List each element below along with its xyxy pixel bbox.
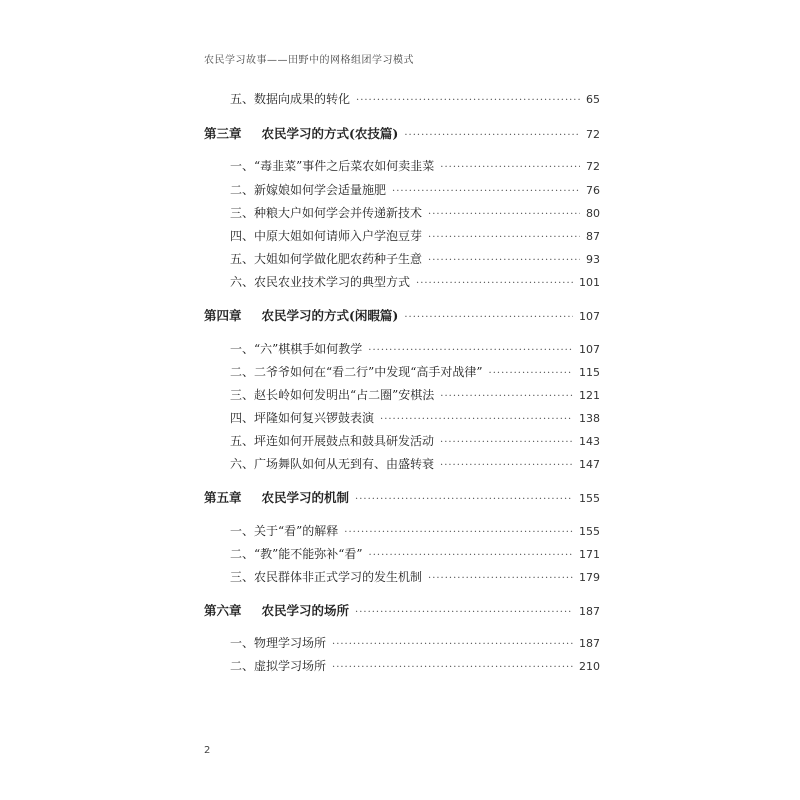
dot-leader (332, 662, 573, 673)
toc-entry-title: 农民学习的方式(农技篇) (261, 126, 399, 141)
toc-entry-title: 二、虚拟学习场所 (230, 659, 327, 673)
toc-page-number: 138 (579, 412, 600, 425)
dot-leader (332, 639, 573, 650)
toc-entry-chapter (204, 306, 600, 324)
toc-entry-chapter (204, 124, 600, 142)
toc-page-number: 171 (579, 548, 600, 561)
toc-entry-title: 二、二爷爷如何在“看二行”中发现“高手对战律” (230, 365, 483, 379)
toc-entry-section (230, 634, 600, 652)
toc-page-number: 87 (586, 230, 600, 243)
dot-leader (428, 232, 580, 243)
dot-leader (368, 345, 573, 356)
dot-leader (428, 209, 580, 220)
dot-leader (404, 130, 580, 141)
dot-leader (392, 186, 580, 197)
toc-page-number: 65 (586, 93, 600, 106)
toc-entry-title: 六、广场舞队如何从无到有、由盛转衰 (230, 457, 435, 471)
toc-entry-chapter (204, 601, 600, 619)
toc-entry-title: 五、坪连如何开展鼓点和鼓具研发活动 (230, 434, 435, 448)
toc-entry-section (230, 409, 600, 427)
toc-page-number: 80 (586, 207, 600, 220)
toc-entry-section (230, 455, 600, 473)
dot-leader (440, 437, 573, 448)
toc-page-number: 147 (579, 458, 600, 471)
toc-entry-title: 一、“六”棋棋手如何教学 (230, 342, 363, 356)
toc-page-number: 143 (579, 435, 600, 448)
dot-leader (344, 527, 573, 538)
toc-entry-section (230, 386, 600, 404)
dot-leader (355, 494, 573, 505)
toc-entry-title: 三、种粮大户如何学会并传递新技术 (230, 206, 423, 220)
toc-page-number: 121 (579, 389, 600, 402)
toc-entry-section (230, 273, 600, 291)
toc-page-number: 179 (579, 571, 600, 584)
toc-entry-title: 六、农民农业技术学习的典型方式 (230, 275, 411, 289)
toc-entry-chapter (204, 488, 600, 506)
dot-leader (355, 607, 573, 618)
toc-page-number: 210 (579, 660, 600, 673)
toc-entry-section (230, 157, 600, 175)
toc-entry-title: 农民学习的场所 (261, 603, 350, 618)
toc-page-number: 107 (579, 310, 600, 323)
dot-leader (440, 460, 573, 471)
dot-leader (369, 550, 573, 561)
running-header: 农民学习故事——田野中的网格组团学习模式 (204, 55, 414, 66)
toc-page-number: 72 (586, 160, 600, 173)
toc-entry-title: 四、坪隆如何复兴锣鼓表演 (230, 411, 375, 425)
dot-leader (416, 278, 573, 289)
toc-entry-title: 二、“教”能不能弥补“看” (230, 547, 363, 561)
toc-entry-section (230, 90, 600, 108)
toc-entry-section (230, 363, 600, 381)
toc-page-number: 101 (579, 276, 600, 289)
chapter-number: 第四章 (204, 308, 242, 323)
toc-entry-title: 五、数据向成果的转化 (230, 92, 351, 106)
toc-entry-title: 农民学习的方式(闲暇篇) (261, 308, 399, 323)
page-number: 2 (204, 745, 211, 756)
toc-page-number: 72 (586, 128, 600, 141)
dot-leader (440, 391, 573, 402)
toc-entry-title: 农民学习的机制 (261, 490, 350, 505)
chapter-number: 第三章 (204, 126, 242, 141)
toc-page-number: 187 (579, 637, 600, 650)
toc-page-number: 76 (586, 184, 600, 197)
dot-leader (404, 312, 573, 323)
dot-leader (428, 573, 573, 584)
toc-entry-title: 一、“毒韭菜”事件之后菜农如何卖韭菜 (230, 159, 435, 173)
toc-entry-section (230, 657, 600, 675)
toc-entry-title: 四、中原大姐如何请师入户学泡豆芽 (230, 229, 423, 243)
toc-entry-title: 一、物理学习场所 (230, 636, 327, 650)
chapter-number: 第五章 (204, 490, 242, 505)
toc-entry-section (230, 181, 600, 199)
toc-entry-section (230, 250, 600, 268)
toc-page-number: 187 (579, 605, 600, 618)
toc-page-number: 155 (579, 492, 600, 505)
toc-entry-section (230, 204, 600, 222)
toc-entry-section (230, 227, 600, 245)
dot-leader (428, 255, 580, 266)
toc-page-number: 107 (579, 343, 600, 356)
toc-entry-title: 一、关于“看”的解释 (230, 524, 339, 538)
toc-entry-section (230, 432, 600, 450)
toc-entry-section (230, 340, 600, 358)
dot-leader (489, 368, 573, 379)
toc-entry-section (230, 522, 600, 540)
toc-page-number: 115 (579, 366, 600, 379)
toc-entry-title: 三、赵长岭如何发明出“占二圈”安棋法 (230, 388, 435, 402)
toc-entry-section (230, 545, 600, 563)
toc-page-number: 93 (586, 253, 600, 266)
toc-entry-title: 二、新嫁娘如何学会适量施肥 (230, 183, 387, 197)
chapter-number: 第六章 (204, 603, 242, 618)
toc-entry-title: 三、农民群体非正式学习的发生机制 (230, 570, 423, 584)
toc-page-number: 155 (579, 525, 600, 538)
dot-leader (440, 162, 580, 173)
dot-leader (356, 95, 580, 106)
dot-leader (380, 414, 573, 425)
toc-entry-title: 五、大姐如何学做化肥农药种子生意 (230, 252, 423, 266)
toc-entry-section (230, 568, 600, 586)
